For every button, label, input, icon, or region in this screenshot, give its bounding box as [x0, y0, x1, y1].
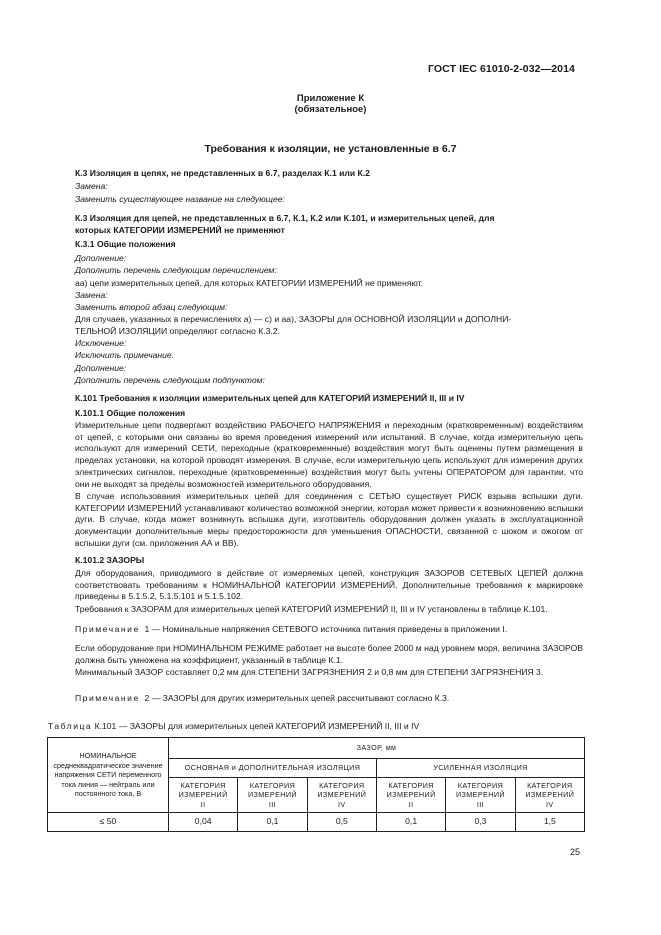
note-2: [75, 693, 449, 704]
category-num: III: [476, 799, 485, 809]
category-header: [169, 778, 238, 813]
note-1-text: 1 — Номинальные напряжения СЕТЕВОГО источника питания приведены в приложении I.: [144, 624, 508, 634]
voltage-cell: ≤ 50: [48, 813, 169, 832]
note-1-label: Примечание: [75, 624, 140, 634]
basic-insulation-header: ОСНОВНАЯ и ДОПОЛНИТЕЛЬНАЯ ИЗОЛЯЦИЯ: [169, 759, 377, 778]
k31-para-line-2: ТЕЛЬНОЙ ИЗОЛЯЦИИ определяют согласно К.3.2.: [75, 326, 280, 336]
category-num: III: [268, 799, 277, 809]
reinforced-insulation-header: УСИЛЕННАЯ ИЗОЛЯЦИЯ: [376, 759, 584, 778]
k1012-paragraph-3: Если оборудование при НОМИНАЛЬНОМ РЕЖИМЕ работает на высоте более 2000 м над уровнем моря, величина ЗАЗОРОВ должна быть умножена на коэффициент, указанный в таблице К.1.: [75, 643, 583, 665]
category-header: [307, 778, 376, 813]
category-num: IV: [546, 799, 554, 809]
value-cell: 0,5: [307, 813, 376, 832]
k31-exclusion-text: Исключить примечание.: [75, 350, 175, 360]
k31-heading: К.3.1 Общие положения: [75, 239, 176, 249]
appendix-title: Приложение К: [296, 93, 365, 104]
k1011-paragraph-2: В случае использования измерительных цепей для соединения с СЕТЬЮ существует РИСК взрыва вспышки дуги. КАТЕГОРИИ ИЗМЕРЕНИЙ устанавливают количество возможной энергии, которая может привести к возникновению вспышки дуги. В случае, когда может возникнуть вспышка дуги, изготовитель оборудования должен указать в эксплуатационной документации дополнительные меры предосторожности для уменьшения ОПАСНОСТИ, связанной с шоком и ожогом от вспышки дуги (см. приложения АА и ВВ).: [75, 491, 583, 548]
value-cell: 0,1: [376, 813, 445, 832]
value-cell: 0,1: [238, 813, 307, 832]
note-2-text: 2 — ЗАЗОРЫ для других измерительных цепей рассчитывают согласно К.3.: [144, 693, 450, 703]
category-header: [446, 778, 515, 813]
category-header: [515, 778, 584, 813]
table-caption: [48, 721, 419, 731]
k1012-paragraph-4: Минимальный ЗАЗОР составляет 0,2 мм для СТЕПЕНИ ЗАГРЯЗНЕНИЯ 2 и 0,8 мм для СТЕПЕНИ ЗАГРЯЗНЕНИЯ 3.: [75, 667, 544, 677]
k1012-heading: К.101.2 ЗАЗОРЫ: [75, 555, 145, 565]
category-header: [238, 778, 307, 813]
k1012-paragraph-1: Для оборудования, приводимого в действие от измеряемых цепей, конструкция ЗАЗОРОВ СЕТЕВЫХ ЦЕПЕЙ должна соответствовать требованиям к НОМИНАЛЬНОЙ КАТЕГОРИИ ИЗМЕРЕНИЙ. Дополнительные требования к маркировке приведены в 5.1.5.2, 5.1.5.101 и 5.1.5.102.: [75, 568, 583, 602]
k31-exclusion-label: Исключение:: [75, 338, 127, 348]
k3-old-heading: К.3 Изоляция в цепях, не представленных в 6.7, разделах К.1 или К.2: [75, 168, 370, 178]
k1011-paragraph-1: Измерительные цепи подвергают воздействию РАБОЧЕГО НАПРЯЖЕНИЯ и переходным (кратковременным) воздействиям от цепей, с которыми они связаны во время проведения измерений или испытаний. В случае, когда измерительную цепь используют для измерений СЕТИ, переходные (кратковременные) воздействия могут быть оценены путем размещения в пределах установки, на которой проводят измерения. В случае, если измерительную цепь используют для измерения других электрических сигналов, переходные (кратковременные) воздействия могут быть учтены ОПЕРАТОРОМ для гарантии, что они не выходят за пределы возможностей измерительного оборудования.: [75, 420, 583, 489]
section-title: Требования к изоляции, не установленные в 6.7: [204, 143, 457, 155]
category-name: КАТЕГОРИЯ ИЗМЕРЕНИЙ: [386, 780, 436, 800]
value-cell: 0,3: [446, 813, 515, 832]
category-header: [376, 778, 445, 813]
k1012-paragraph-2: Требования к ЗАЗОРАМ для измерительных цепей КАТЕГОРИЙ ИЗМЕРЕНИЙ II, III и IV установлены в таблице К.101.: [75, 604, 548, 614]
value-cell: 1,5: [515, 813, 584, 832]
category-name: КАТЕГОРИЯ ИЗМЕРЕНИЙ: [455, 780, 505, 800]
table-row: [48, 813, 585, 832]
category-name: КАТЕГОРИЯ ИЗМЕРЕНИЙ: [525, 780, 575, 800]
page-number: 25: [570, 847, 581, 857]
k3-replace-label: Замена:: [75, 181, 108, 191]
k3-replace-text: Заменить существующее название на следующее:: [75, 194, 285, 204]
clearance-header: ЗАЗОР, мм: [169, 738, 585, 759]
category-num: II: [408, 799, 414, 809]
voltage-header-desc: среднеквадратическое значение напряжения СЕТИ переменного тока линия — нейтраль или постоянного тока, В: [53, 760, 163, 799]
k31-add-text: Дополнить перечень следующим перечислением:: [75, 265, 277, 275]
document-number: ГОСТ IEC 61010-2-032—2014: [428, 63, 575, 75]
value-cell: 0,04: [169, 813, 238, 832]
category-num: IV: [338, 799, 346, 809]
category-name: КАТЕГОРИЯ ИЗМЕРЕНИЙ: [317, 780, 367, 800]
k31-para-line-1: Для случаев, указанных в перечислениях а) — с) и аа), ЗАЗОРЫ для ОСНОВНОЙ ИЗОЛЯЦИИ и ДОПОЛНИ-: [75, 314, 512, 324]
k101-heading: К.101 Требования к изоляции измерительных цепей для КАТЕГОРИЙ ИЗМЕРЕНИЙ II, III и IV: [75, 393, 465, 403]
note-1: [75, 624, 507, 635]
k31-add-label: Дополнение:: [75, 253, 127, 263]
k3-new-heading-1: К.3 Изоляция для цепей, не представленных в 6.7, К.1, К.2 или К.101, и измерительных цепей, для: [75, 213, 495, 223]
voltage-header-cell: [48, 738, 169, 813]
table-caption-text: К.101 — ЗАЗОРЫ для измерительных цепей КАТЕГОРИЙ ИЗМЕРЕНИЙ II, III и IV: [94, 721, 420, 731]
k1011-heading: К.101.1 Общие положения: [75, 408, 186, 418]
k31-replace-text: Заменить второй абзац следующим:: [75, 302, 228, 312]
table-header-row-1: [48, 738, 585, 759]
note-2-label: Примечание: [75, 693, 140, 703]
k3-new-heading-2: которых КАТЕГОРИИ ИЗМЕРЕНИЙ не применяют: [75, 225, 285, 235]
category-name: КАТЕГОРИЯ ИЗМЕРЕНИЙ: [178, 780, 228, 800]
appendix-status: (обязательное): [294, 104, 367, 115]
k31-add2-text: Дополнить перечень следующим подпунктом:: [75, 375, 265, 385]
k31-replace-label: Замена:: [75, 290, 108, 300]
voltage-header-title: НОМИНАЛЬНОЕ: [79, 751, 137, 761]
k31-add2-label: Дополнение:: [75, 363, 127, 373]
clearance-table: [47, 737, 585, 832]
category-num: II: [200, 799, 206, 809]
category-name: КАТЕГОРИЯ ИЗМЕРЕНИЙ: [247, 780, 297, 800]
table-caption-label: Таблица: [48, 721, 93, 731]
k31-item-aa: аа) цепи измерительных цепей, для которых КАТЕГОРИИ ИЗМЕРЕНИЙ не применяют.: [75, 278, 423, 288]
